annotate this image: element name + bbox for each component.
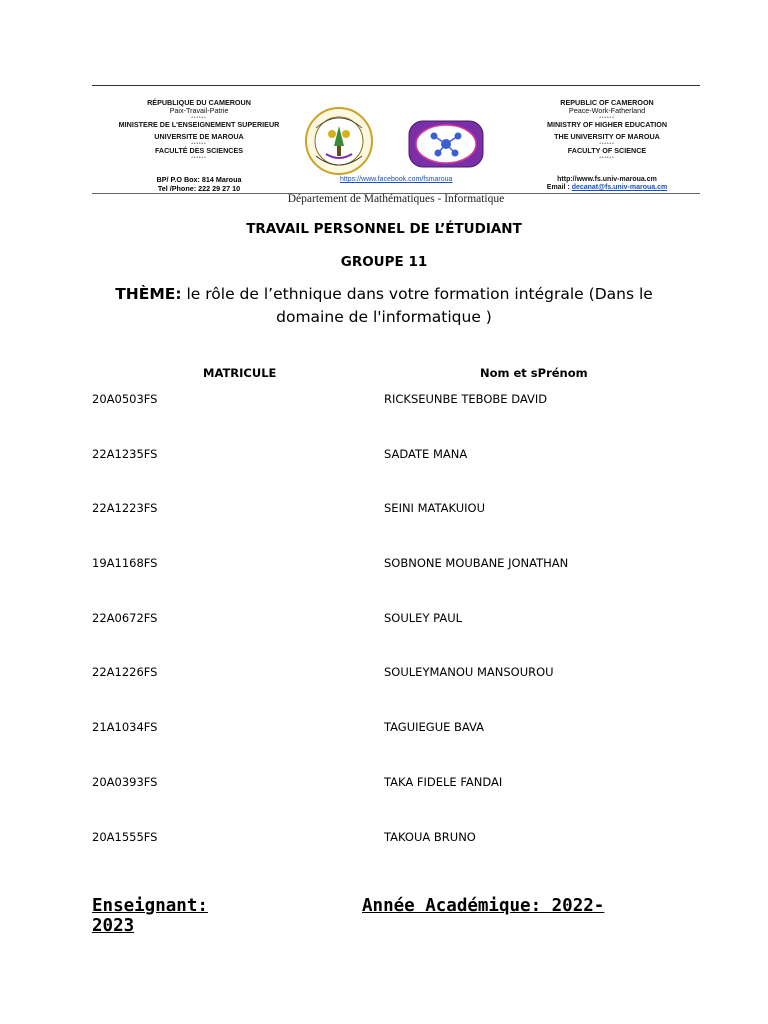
university-seal-logo bbox=[304, 106, 374, 176]
stars-fr-3: ****** bbox=[191, 155, 207, 160]
email-line bbox=[524, 184, 690, 191]
column-header-nom: Nom et sPrénom bbox=[480, 366, 588, 380]
republic-en: REPUBLIC OF CAMEROON bbox=[560, 98, 654, 107]
top-rule bbox=[92, 85, 700, 86]
matricule-cell: 20A0393FS bbox=[92, 775, 158, 789]
column-header-matricule: MATRICULE bbox=[203, 366, 277, 380]
facebook-link[interactable]: https://www.facebook.com/fsmaroua bbox=[340, 176, 453, 183]
faculty-logo bbox=[408, 120, 484, 168]
stars-fr: ****** bbox=[191, 115, 207, 120]
name-cell: SOULEY PAUL bbox=[384, 611, 463, 625]
faculty-fr: FACULTÉ DES SCIENCES bbox=[154, 146, 244, 155]
name-cell: RICKSEUNBE TEBOBE DAVID bbox=[384, 392, 548, 406]
republic-fr: RÉPUBLIQUE DU CAMEROUN bbox=[147, 98, 251, 107]
table-row bbox=[0, 611, 768, 631]
university-en: THE UNIVERSITY OF MAROUA bbox=[554, 132, 660, 141]
table-row bbox=[0, 501, 768, 521]
matricule-cell: 22A1223FS bbox=[92, 501, 158, 515]
po-box: BP/ P.O Box: 814 Maroua bbox=[156, 175, 242, 184]
stars-fr-2: ****** bbox=[191, 141, 207, 146]
university-fr: UNIVERSITE DE MAROUA bbox=[154, 132, 244, 141]
matricule-cell: 22A0672FS bbox=[92, 611, 158, 625]
faculty-website[interactable]: http://www.fs.univ-maroua.cm bbox=[557, 176, 657, 183]
theme-paragraph bbox=[90, 283, 678, 329]
letterhead bbox=[92, 96, 700, 206]
table-row bbox=[0, 775, 768, 795]
matricule-cell: 19A1168FS bbox=[92, 556, 158, 570]
document-title: TRAVAIL PERSONNEL DE L’ÉTUDIANT bbox=[246, 221, 522, 237]
theme-text: le rôle de l’ethnique dans votre formation intégrale (Dans le domaine de l'informatique ) bbox=[181, 285, 653, 326]
matricule-cell: 20A0503FS bbox=[92, 392, 158, 406]
department-name: Département de Mathématiques - Informatique bbox=[287, 193, 505, 205]
table-row bbox=[0, 830, 768, 850]
table-row bbox=[0, 447, 768, 467]
stars-en-3: ****** bbox=[599, 155, 615, 160]
ministry-en: MINISTRY OF HIGHER EDUCATION bbox=[546, 120, 668, 129]
theme-label: THÈME: bbox=[115, 285, 182, 303]
phone: Tel /Phone: 222 29 27 10 bbox=[157, 183, 241, 193]
name-cell: TAKA FIDELE FANDAI bbox=[384, 775, 503, 789]
email-label: Email : bbox=[546, 184, 570, 191]
matricule-cell: 22A1235FS bbox=[92, 447, 158, 461]
matricule-cell: 21A1034FS bbox=[92, 720, 158, 734]
letterhead-french bbox=[104, 99, 294, 161]
teacher-label: Enseignant: bbox=[92, 896, 208, 916]
email-link[interactable]: decanat@fs.univ-maroua.cm bbox=[571, 184, 668, 191]
stars-en: ****** bbox=[599, 115, 615, 120]
faculty-en: FACULTY OF SCIENCE bbox=[567, 146, 647, 155]
table-row bbox=[0, 665, 768, 685]
group-number: GROUPE 11 bbox=[340, 254, 428, 270]
stars-en-2: ****** bbox=[599, 141, 615, 146]
ministry-fr: MINISTERE DE L'ENSEIGNEMENT SUPERIEUR bbox=[118, 120, 280, 129]
academic-year-label: Année Académique: 2022- bbox=[362, 896, 605, 916]
academic-year-end: 2023 bbox=[92, 916, 135, 936]
name-cell: TAGUIEGUE BAVA bbox=[384, 720, 485, 734]
motto-en: Peace-Work-Fatherland bbox=[568, 106, 646, 115]
name-cell: SOULEYMANOU MANSOUROU bbox=[384, 665, 554, 679]
motto-fr: Paix-Travail-Patrie bbox=[169, 106, 229, 115]
letterhead-english bbox=[524, 99, 690, 161]
name-cell: SOBNONE MOUBANE JONATHAN bbox=[384, 556, 569, 570]
postal-contact bbox=[104, 176, 294, 193]
name-cell: SEINI MATAKUIOU bbox=[384, 501, 486, 515]
name-cell: TAKOUA BRUNO bbox=[384, 830, 476, 844]
table-row bbox=[0, 720, 768, 740]
table-row bbox=[0, 556, 768, 576]
table-row bbox=[0, 392, 768, 412]
matricule-cell: 22A1226FS bbox=[92, 665, 158, 679]
matricule-cell: 20A1555FS bbox=[92, 830, 158, 844]
name-cell: SADATE MANA bbox=[384, 447, 468, 461]
